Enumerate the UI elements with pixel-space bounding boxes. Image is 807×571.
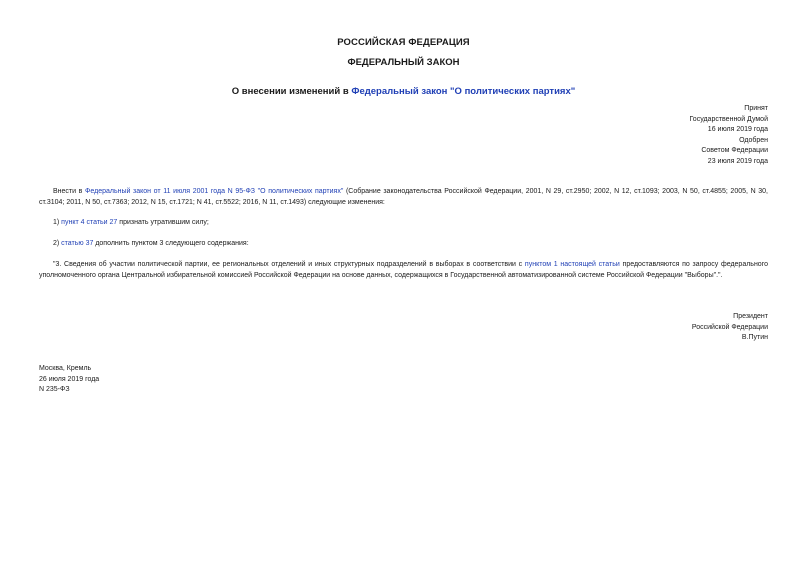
item-1-suffix: признать утратившим силу; [117,219,209,226]
accepted-label: Принят [744,105,768,112]
country-heading: РОССИЙСКАЯ ФЕДЕРАЦИЯ [337,37,470,48]
item-1-paragraph [39,218,768,229]
signature-name: В.Путин [741,334,768,341]
accepted-date: 16 июля 2019 года [707,126,768,133]
item-1-link[interactable]: пункт 4 статьи 27 [61,219,118,226]
quote-link[interactable]: пунктом 1 настоящей статьи [524,261,620,268]
item-2-suffix: дополнить пунктом 3 следующего содержания: [93,240,249,247]
approved-by: Советом Федерации [701,147,768,154]
law-number: N 235-ФЗ [39,386,70,393]
signature-position: Президент [733,313,768,320]
item-1-prefix: 1) [53,219,62,226]
document-type-heading: ФЕДЕРАЛЬНЫЙ ЗАКОН [347,57,460,68]
intro-paragraph [39,187,768,208]
intro-law-link[interactable]: Федеральный закон от 11 июля 2001 года N 95-ФЗ "О политических партиях" [85,188,344,195]
item-2-prefix: 2) [53,240,62,247]
signature-block [568,312,768,344]
law-title [0,86,807,97]
quoted-paragraph [39,260,768,281]
law-title-link[interactable]: Федеральный закон "О политических партиях" [351,86,576,97]
item-2-paragraph [39,239,768,250]
intro-prefix: Внести в [53,188,86,195]
signature-country: Российской Федерации [691,323,768,331]
place-city: Москва, Кремль [39,365,92,372]
item-2-link[interactable]: статью 37 [61,240,94,247]
approved-label: Одобрен [739,136,768,144]
approved-date: 23 июля 2019 года [707,157,768,165]
quote-prefix: "3. Сведения об участии политической партии, ее региональных отделений и иных структурных подразделений в выборах в соответствии с [53,261,525,268]
place-date: 26 июля 2019 года [39,375,100,383]
intro-suffix: (Собрание законодательства Российской Федерации, 2001, N 29, ст.2950; 2002, N 12, ст.1093; 2003, N 50, ст.4855; 2005, N 30, ст.3104; 2011, N 50, ст.7363; 2012, N 15, ст.1721; N 41, ст.5522; 2016, N 11, ст.1493) следующие изменения: [39,188,769,206]
accepted-by: Государственной Думой [689,115,768,123]
quote-suffix: предоставляются по запросу федерального уполномоченного органа Центральной избирательной комиссией Российской Федерации на основе данных, содержащихся в Государственной автоматизированной системе Российской Федерации "Выборы".". [39,261,768,279]
place-date-block [39,364,99,396]
adoption-block [568,104,768,167]
law-title-prefix: О внесении изменений в [231,86,352,97]
